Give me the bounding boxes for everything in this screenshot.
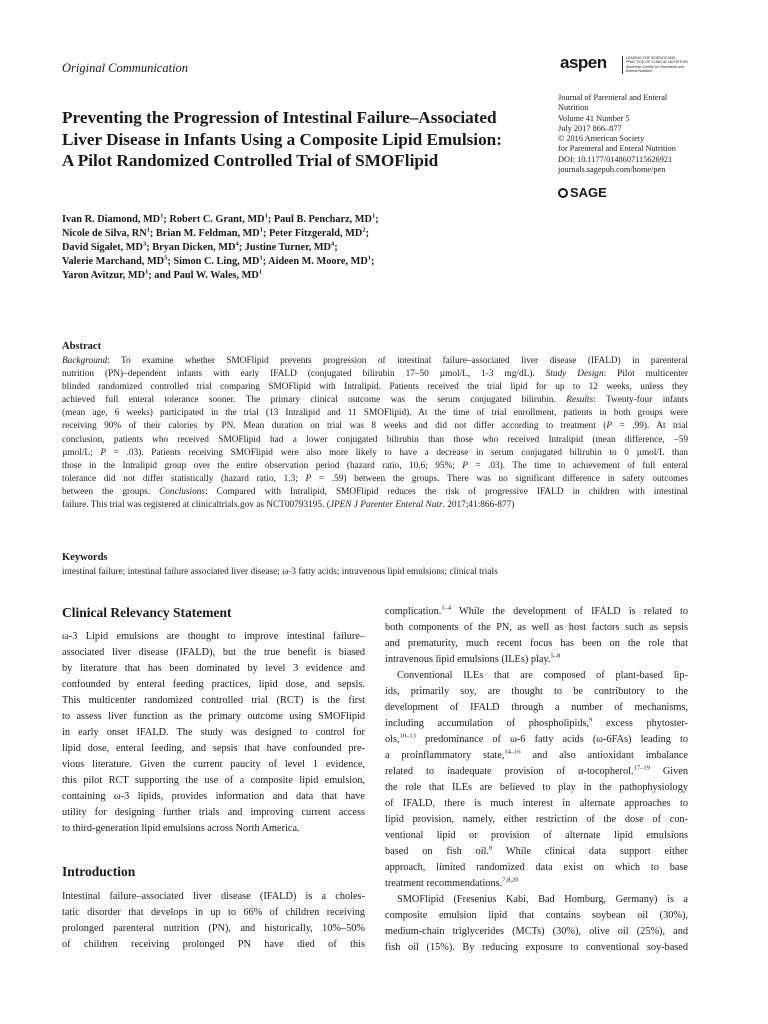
text-run: and also antioxidant imbalance — [520, 750, 689, 761]
text-run: fish oil (15%). By reducing exposure to conventional soy-based — [385, 942, 688, 953]
abstract-line — [62, 473, 688, 486]
body-line: vious literature. Given the current paucity of level 1 evidence, — [62, 759, 365, 770]
journal-url[interactable]: journals.sagepub.com/home/pen — [558, 165, 666, 175]
body-line — [385, 732, 688, 748]
italic-label: Results — [566, 395, 594, 406]
sage-label: SAGE — [570, 185, 607, 200]
abstract-line — [62, 420, 688, 433]
author-line — [62, 227, 462, 241]
journal-line: Journal of Parenteral and Enteral — [558, 93, 668, 102]
body-line — [385, 636, 688, 652]
journal-info — [558, 93, 708, 175]
text-run: based on fish oil. — [385, 846, 490, 857]
author-line — [62, 213, 462, 227]
text-run: both components of the PN, as well as host factors such as sepsis — [385, 622, 688, 633]
body-line: prolonged parenteral nutrition (PN), and historically, 10%–50% — [62, 923, 365, 934]
author-name: ; Paul B. Pencharz, MD — [267, 214, 372, 225]
abstract-line — [62, 447, 688, 460]
italic-label: Conclusions — [159, 486, 206, 497]
body-line — [385, 908, 688, 924]
text-run: µmol/L; — [62, 447, 101, 458]
journal-line: Nutrition — [558, 103, 589, 113]
body-line: associated liver disease (IFALD), but the true benefit is biased — [62, 647, 365, 658]
body-line — [385, 924, 688, 940]
author-name: ; Aideen M. Moore, MD — [262, 256, 368, 267]
text-run: achieved full enteral tolerance sooner. The primary clinical outcome was the serum conjugated bilirubin. — [62, 395, 567, 406]
affiliation-mark: 1 — [258, 268, 263, 276]
abstract-line — [62, 355, 688, 368]
italic-label: P — [305, 473, 312, 484]
author-list — [62, 213, 462, 283]
affiliation-mark: 1 — [264, 212, 268, 220]
text-run: nutrition (PN)–dependent infants with early IFALD (conjugated bilirubin 17–50 µmol/L, 1-3 mg/dL). — [62, 369, 546, 380]
italic-label: P — [462, 460, 468, 471]
affiliation-mark: 1 — [367, 254, 372, 262]
author-name: ; Robert C. Grant, MD — [163, 214, 265, 225]
author-name: Valerie Marchand, MD — [62, 256, 165, 267]
abstract-line — [62, 460, 688, 473]
text-run: Given — [649, 766, 688, 777]
body-line — [385, 812, 688, 828]
abstract-line — [62, 407, 688, 420]
body-line — [385, 828, 688, 844]
abstract-line — [62, 499, 688, 512]
author-name: Yaron Avitzur, MD — [62, 270, 146, 281]
citation-ref: 14–16 — [504, 748, 521, 756]
italic-label: Study Design — [545, 369, 604, 380]
author-name: ; Simon C. Ling, MD — [167, 256, 260, 267]
abstract-line — [62, 486, 688, 499]
text-run: between the groups. — [62, 486, 160, 497]
journal-line: Volume 41 Number 5 — [558, 113, 630, 123]
body-line — [385, 716, 688, 732]
body-line: of children receiving prolonged PN have died of this — [62, 939, 365, 950]
author-name: ; Brian M. Feldman, MD — [149, 228, 260, 239]
body-line: ω-3 Lipid emulsions are thought to improve intestinal failure– — [62, 631, 365, 642]
affiliation-mark: 4 — [331, 240, 335, 248]
introduction-text — [62, 889, 365, 953]
author-line — [62, 241, 462, 255]
citation-ref: 1–4 — [441, 604, 452, 612]
abstract-line — [62, 368, 688, 381]
affiliation-mark: 4 — [235, 240, 239, 248]
affiliation-mark: 3 — [142, 240, 147, 248]
text-run: = .99). At trial — [612, 421, 688, 432]
text-run: a proinflammatory state, — [385, 750, 505, 761]
text-run: tolerance did not differ statistically (hazard ratio, 1.3; — [62, 473, 306, 484]
text-run: = .03). Patients receiving SMOFlipid were also more likely to have a decrease in serum conjugated bilirubin to 0 µmol/L than — [106, 447, 688, 458]
text-run: : To examine whether SMOFlipid prevents progression of intestinal failure–associated liver disease (IFALD) in parenteral — [107, 356, 688, 366]
text-run: those in the Intralipid group over the entire observation period (hazard ratio, 10.6; 95%; — [62, 460, 463, 471]
text-run: . 2017;41:866-877) — [442, 500, 515, 511]
body-line — [385, 604, 688, 620]
aspen-wordmark: aspen — [560, 53, 607, 72]
affiliation-mark: 5 — [164, 254, 168, 262]
text-run: failure. This trial was registered at clinicaltrials.gov as NCT00793195. ( — [62, 500, 330, 511]
body-line: tatic disorder that develops in up to 66% of children receiving — [62, 907, 365, 918]
text-run: While the development of IFALD is related to — [451, 606, 688, 617]
text-run: : Pilot multicenter — [603, 369, 689, 380]
sage-logo — [558, 185, 607, 200]
body-line: lipid dose, enteral feeding, and sepsis that have confounded pre- — [62, 743, 365, 754]
citation-ref: 7,8,20 — [502, 876, 519, 884]
citation-ref: 10–13 — [399, 732, 416, 740]
body-line: Intestinal failure–associated liver disease (IFALD) is a choles- — [62, 891, 365, 902]
body-line — [385, 844, 688, 860]
text-run: = .03). The time to achievement of full enteral — [467, 460, 688, 471]
body-line — [385, 796, 688, 812]
section-label: Original Communication — [62, 61, 189, 75]
text-run: (mean age, 6 weeks) participated in the trial (13 Intralipid and 11 SMOFlipid). At the time of trial enrollment, patients in both groups were — [62, 408, 688, 419]
text-run: ols, — [385, 734, 400, 745]
abstract-body — [62, 355, 688, 512]
abstract-line — [62, 381, 688, 394]
affiliation-mark: 1 — [371, 212, 376, 220]
title-line: Preventing the Progression of Intestinal Failure–Associated — [62, 108, 497, 127]
author-name: ; and Paul W. Wales, MD — [148, 270, 259, 281]
body-line — [385, 700, 688, 716]
affiliation-mark: 1 — [145, 268, 149, 276]
title-line: Liver Disease in Infants Using a Composite Lipid Emulsion: — [62, 129, 502, 149]
body-line — [385, 684, 688, 700]
affiliation-mark: 1 — [259, 254, 263, 262]
author-line — [62, 269, 462, 283]
title-line: A Pilot Randomized Controlled Trial of SMOFlipid — [62, 151, 439, 170]
author-name: ; — [371, 256, 375, 267]
clinical-relevancy-text — [62, 629, 365, 837]
text-run: blinded randomized controlled trial comparing SMOFlipid with Intralipid. Patients received the trial lipid for up to 12 weeks, unless they — [62, 382, 688, 393]
text-run: including accumulation of phospholipids, — [385, 718, 590, 729]
body-line: this pilot RCT supporting the use of a composite lipid emulsion, — [62, 775, 365, 786]
body-line — [385, 940, 688, 956]
body-line: to third-generation lipid emulsions across North America. — [62, 823, 300, 834]
text-run: development of IFALD through a number of mechanisms, — [385, 702, 688, 713]
text-run: SMOFlipid (Fresenius Kabi, Bad Homburg, Germany) is a — [397, 894, 688, 905]
affiliation-mark: 2 — [362, 226, 366, 234]
italic-label: Background — [62, 356, 108, 366]
citation-ref: 8 — [489, 844, 493, 852]
text-run: approach, limited randomized data exist on which to base — [385, 862, 688, 873]
text-run: predominance of ω-6 fatty acids (ω-6FAs) leading to — [415, 734, 688, 745]
italic-label: P — [606, 421, 613, 432]
body-line — [385, 764, 688, 780]
text-run: = .59) between the groups. There was no significant difference in safety outcomes — [311, 473, 688, 484]
text-run: Conventional ILEs that are composed of plant-based lip- — [397, 670, 688, 681]
aspen-tagline-text: LEADING THE SCIENCE AND PRACTICE OF CLINICAL NUTRITION — [626, 56, 688, 65]
text-run: related to inadequate provision of α-tocopherol. — [385, 766, 634, 777]
text-run: ids, primarily soy, are thought to be contributory to the — [385, 686, 688, 697]
aspen-logo — [560, 53, 688, 77]
affiliation-mark: 1 — [259, 226, 263, 234]
text-run: : Twenty-four infants — [593, 395, 688, 406]
journal-line: July 2017 866–877 — [558, 123, 622, 133]
right-column-text — [385, 604, 688, 956]
text-run: medium-chain triglycerides (MCTs) (30%), olive oil (25%), and — [385, 926, 688, 937]
abstract-heading: Abstract — [62, 341, 102, 352]
author-name: ; Peter Fitzgerald, MD — [263, 228, 363, 239]
abstract-line — [62, 434, 688, 447]
article-title — [62, 107, 532, 172]
body-line — [385, 892, 688, 908]
text-run: receiving 90% of their calories by PN. Mean duration on trial was 8 weeks and did not differ according to treatment ( — [62, 421, 607, 432]
text-run: intravenous lipid emulsions (ILEs) play. — [385, 654, 551, 665]
text-run: lipid provision, namely, either restriction of the dose of con- — [385, 814, 688, 825]
text-run: excess phytoster- — [592, 718, 688, 729]
keywords-heading: Keywords — [62, 552, 108, 563]
introduction-heading: Introduction — [62, 864, 136, 879]
text-run: ventional lipid or provision of alternate lipid emulsions — [385, 830, 688, 841]
text-run: composite emulsion lipid that contains soybean oil (30%), — [385, 910, 688, 921]
author-name: David Sigalet, MD — [62, 242, 143, 253]
citation-ref: 9 — [589, 716, 593, 724]
author-line — [62, 255, 462, 269]
text-run: complication. — [385, 606, 442, 617]
body-line: to assess liver function as the primary outcome using SMOFlipid — [62, 711, 365, 722]
citation-ref: 5–8 — [550, 652, 561, 660]
text-run: the role that ILEs are believed to play in the pathophysiology — [385, 782, 688, 793]
author-name: ; Justine Turner, MD — [238, 242, 331, 253]
body-line — [385, 668, 688, 684]
text-run: conclusion, patients who received SMOFlipid had a lower conjugated bilirubin than those who received Intralipid (mean difference, –59 — [62, 434, 688, 445]
author-name: ; — [375, 214, 379, 225]
body-line: This multicenter randomized controlled trial (RCT) is the first — [62, 695, 365, 706]
author-name: ; — [334, 242, 338, 253]
body-line — [385, 652, 688, 668]
body-line: by literature that has been dominated by level 3 evidence and — [62, 663, 365, 674]
author-name: Ivan R. Diamond, MD — [62, 214, 161, 225]
body-line — [385, 620, 688, 636]
body-line — [385, 780, 688, 796]
author-name: Nicole de Silva, RN — [62, 228, 147, 239]
keywords-text: intestinal failure; intestinal failure associated liver disease; ω-3 fatty acids; intravenous lipid emulsions; clinical trials — [62, 567, 498, 577]
journal-line: for Parenteral and Enteral Nutrition — [558, 144, 676, 154]
citation-ref: 17–19 — [633, 764, 650, 772]
author-name: ; — [365, 228, 369, 239]
body-line — [385, 876, 688, 892]
affiliation-mark: 1 — [160, 212, 164, 220]
author-name: ; Bryan Dicken, MD — [146, 242, 236, 253]
text-run: and prematurity, much recent focus has been on the role that — [385, 638, 688, 649]
journal-line: © 2016 American Society — [558, 134, 645, 144]
text-run: treatment recommendations. — [385, 878, 503, 889]
body-line: containing ω-3 lipids, provides information and data that have — [62, 791, 365, 802]
body-line — [385, 860, 688, 876]
text-run: While clinical data support either — [492, 846, 688, 857]
aspen-society-name: American Society for Parenteral and Enteral Nutrition — [626, 64, 684, 74]
body-line: confounded by enteral feeding practices, lipid dose, and sepsis. — [62, 679, 365, 690]
aspen-tagline — [622, 56, 692, 74]
body-line: utility for designing further trials and improving current access — [62, 807, 365, 818]
body-line — [385, 748, 688, 764]
italic-label: P — [100, 447, 107, 458]
body-line: in early onset IFALD. The study was designed to control for — [62, 727, 365, 738]
text-run: : Compared with Intralipid, SMOFlipid reduces the risk of progressive IFALD in children with intestinal — [205, 486, 688, 497]
sage-ring-icon — [558, 188, 568, 198]
clinical-relevancy-heading: Clinical Relevancy Statement — [62, 605, 232, 620]
affiliation-mark: 1 — [146, 226, 150, 234]
abstract-line — [62, 394, 688, 407]
italic-label: JPEN J Parenter Enteral Nutr — [329, 500, 443, 511]
journal-line: DOI: 10.1177/0148607115626921 — [558, 154, 673, 164]
text-run: of IFALD, there is much interest in alternate approaches to — [385, 798, 688, 809]
